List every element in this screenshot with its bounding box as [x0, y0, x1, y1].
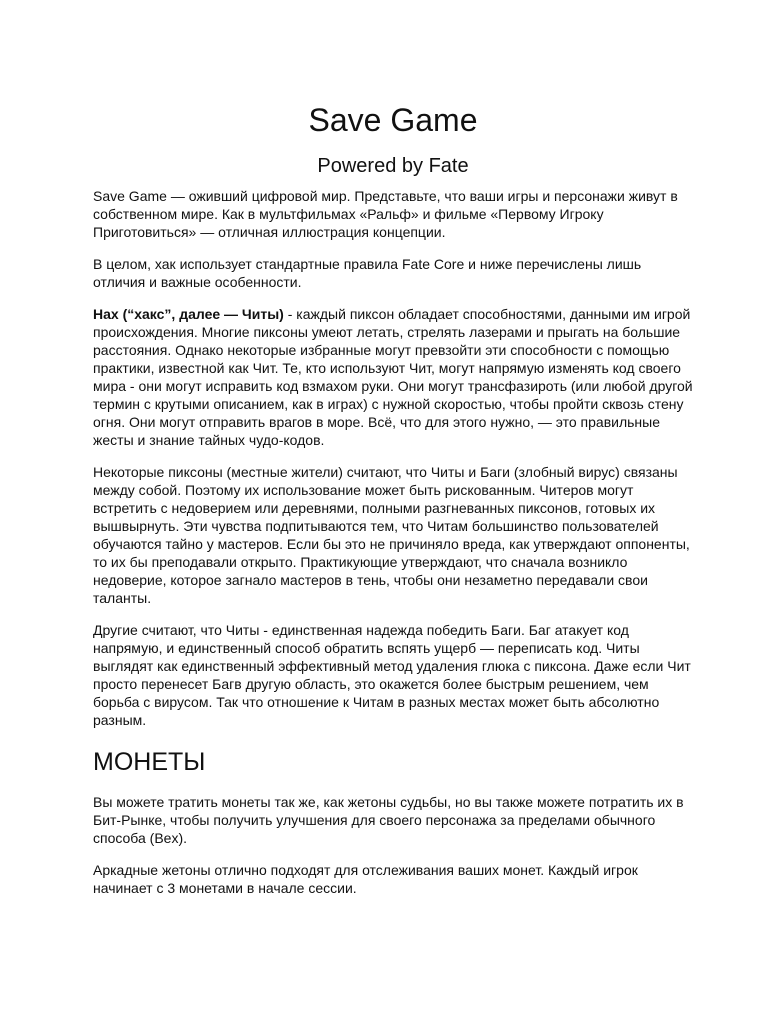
document-subtitle: Powered by Fate — [317, 155, 469, 177]
paragraph-coins-tokens: Аркадные жетоны отлично подходят для отслеживания ваших монет. Каждый игрок начинает с 3 монетами в начале сессии. — [93, 862, 638, 896]
paragraph-distrust: Некоторые пиксоны (местные жители) считают, что Читы и Баги (злобный вирус) связаны между собой. Поэтому их использование может быть рискованным. Читеров могут встретить с недоверием или деревнями, полными разгневанных пиксонов, готовых их вышвырнуть. Эти чувства подпитываются тем, что Читам большинство пользователей обучаются тайно у мастеров. Если бы это не причиняло вреда, как утверждают оппоненты, то их бы преподавали открыто. Практикующие утверждают, что сначала возникло недоверие, которое загнало мастеров в тень, чтобы они незаметно передавали свои таланты. — [93, 464, 690, 606]
document-title: Save Game — [308, 102, 478, 138]
hax-description: - каждый пиксон обладает способностями, данными им игрой происхождения. Многие пиксоны умеют летать, стрелять лазерами и прыгать на большие расстояния. Однако некоторые избранные могут превзойти эти способности с помощью практики, известной как Чит. Те, кто используют Чит, могут напрямую изменять код своего мира - они могут исправить код взмахом руки. Они могут трансфазироть (или любой другой термин с крутыми описанием, как в играх) с нужной скоростью, чтобы пройти сквозь стену огня. Они могут отправить врагов в море. Всё, что для этого нужно, — это правильные жесты и знание тайных чудо-кодов. — [93, 306, 693, 448]
paragraph-rules: В целом, хак использует стандартные правила Fate Core и ниже перечислены лишь отличия и важные особенности. — [93, 256, 642, 290]
section-heading-coins: МОНЕТЫ — [93, 748, 206, 776]
paragraph-intro: Save Game — оживший цифровой мир. Представьте, что ваши игры и персонажи живут в собственном мире. Как в мультфильмах «Ральф» и фильме «Первому Игроку Приготовиться» — отличная иллюстрация концепции. — [93, 188, 678, 240]
hax-term: Hax (“хакс”, далее — Читы) — [93, 306, 284, 322]
paragraph-hope: Другие считают, что Читы - единственная надежда победить Баги. Баг атакует код напрямую, и единственный способ обратить вспять ущерб — переписать код. Читы выглядят как единственный эффективный метод удаления глюка с пиксона. Даже если Чит просто перенесет Багв другую область, это окажется более быстрым решением, чем борьба с вирусом. Так что отношение к Читам в разных местах может быть абсолютно разным. — [93, 622, 691, 728]
document-page — [93, 98, 693, 897]
paragraph-coins-spend: Вы можете тратить монеты так же, как жетоны судьбы, но вы также можете потратить их в Бит-Рынке, чтобы получить улучшения для своего персонажа за пределами обычного способа (Bex). — [93, 794, 684, 846]
paragraph-hax — [93, 305, 693, 449]
